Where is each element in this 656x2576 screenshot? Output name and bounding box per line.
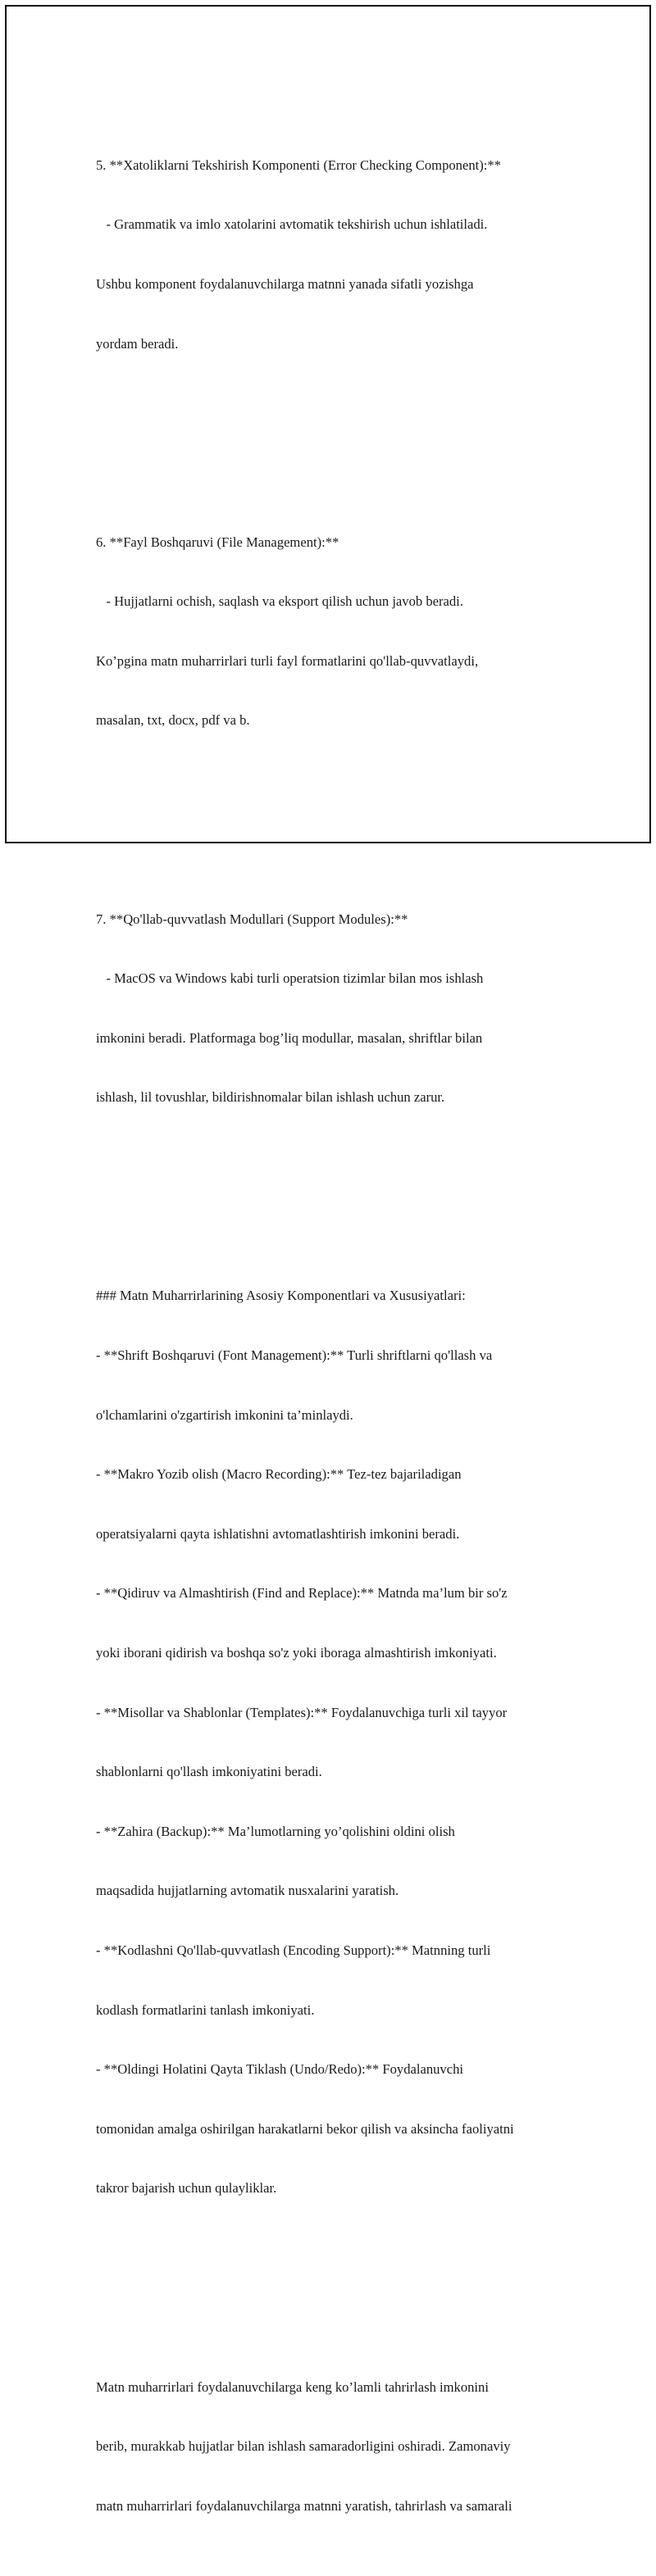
- text-line: tomonidan amalga oshirilgan harakatlarni bekor qilish va aksincha faoliyatni: [96, 2120, 514, 2137]
- text-line: yordam beradi.: [96, 335, 179, 352]
- text-line: matn muharrirlari foydalanuvchilarga matnni yaratish, tahrirlash va samarali: [96, 2497, 512, 2514]
- list-item: - **Zahira (Backup):** Ma’lumotlarning yo’qolishini oldini olish: [96, 1823, 455, 1839]
- section-features-list: [96, 1247, 572, 2238]
- text-line: o'lchamlarini o'zgartirish imkonini ta’minlaydi.: [96, 1406, 353, 1423]
- list-item: - **Qidiruv va Almashtirish (Find and Replace):** Matnda ma’lum bir so'z: [96, 1585, 508, 1601]
- paragraph-gap: [96, 811, 572, 830]
- text-line: berib, murakkab hujjatlar bilan ishlash samaradorligini oshiradi. Zamonaviy: [96, 2438, 511, 2455]
- text-line: shablonlarni qo'llash imkoniyatini beradi.: [96, 1764, 322, 1780]
- list-item: - **Makro Yozib olish (Macro Recording):** Tez-tez bajariladigan: [96, 1466, 462, 1483]
- text-line: Matn muharrirlari foydalanuvchilarga keng ko’lamli tahrirlash imkonini: [96, 2378, 489, 2395]
- text-line: 5. **Xatoliklarni Tekshirish Komponenti (Error Checking Component):**: [96, 157, 501, 173]
- text-line: maqsadida hujjatlarning avtomatik nusxalarini yaratish.: [96, 1883, 399, 1899]
- text-line: 6. **Fayl Boshqaruvi (File Management):**: [96, 534, 339, 550]
- text-line: ishlash, lil tovushlar, bildirishnomalar bilan ishlash uchun zarur.: [96, 1089, 445, 1106]
- text-line: 7. **Qo'llab-quvvatlash Modullari (Support Modules):**: [96, 911, 408, 927]
- paragraph-gap: [96, 1187, 572, 1206]
- text-line: yoki iborani qidirish va boshqa so'z yoki iboraga almashtirish imkoniyati.: [96, 1645, 497, 1661]
- text-line: - Grammatik va imlo xatolarini avtomatik tekshirish uchun ishlatiladi.: [96, 216, 488, 233]
- list-item: - **Shrift Boshqaruvi (Font Management):** Turli shriftlarni qo'llash va: [96, 1347, 493, 1363]
- text-line: kodlash formatlarini tanlash imkoniyati.: [96, 2001, 315, 2018]
- list-item: - **Misollar va Shablonlar (Templates):** Foydalanuvchiga turli xil tayyor: [96, 1704, 508, 1720]
- document-body: [96, 76, 572, 2576]
- text-line: masalan, txt, docx, pdf va b.: [96, 712, 250, 729]
- section-support-modules: [96, 870, 572, 1147]
- text-line: Ko’pgina matn muharrirlari turli fayl formatlarini qo'llab-quvvatlaydi,: [96, 652, 479, 669]
- text-line: Ushbu komponent foydalanuvchilarga matnni yanada sifatli yozishga: [96, 276, 474, 293]
- closing-paragraph: [96, 2337, 572, 2556]
- paragraph-gap: [96, 434, 572, 453]
- section-file-management: [96, 493, 572, 770]
- text-line: imkonini beradi. Platformaga bog’liq modullar, masalan, shriftlar bilan: [96, 1029, 483, 1046]
- text-line: operatsiyalarni qayta ishlatishni avtomatlashtirish imkonini beradi.: [96, 1525, 460, 1542]
- list-item: - **Kodlashni Qo'llab-quvvatlash (Encoding Support):** Matnning turli: [96, 1942, 491, 1959]
- text-line: takror bajarish uchun qulayliklar.: [96, 2180, 277, 2197]
- text-line: - Hujjatlarni ochish, saqlash va eksport qilish uchun javob beradi.: [96, 593, 463, 610]
- section-error-checking: [96, 116, 572, 393]
- paragraph-gap: [96, 2278, 572, 2298]
- section-heading: ### Matn Muharrirlarining Asosiy Komponentlari va Xususiyatlari:: [96, 1288, 466, 1304]
- text-line: - MacOS va Windows kabi turli operatsion tizimlar bilan mos ishlash: [96, 970, 484, 987]
- list-item: - **Oldingi Holatini Qayta Tiklash (Undo/Redo):** Foydalanuvchi: [96, 2061, 463, 2078]
